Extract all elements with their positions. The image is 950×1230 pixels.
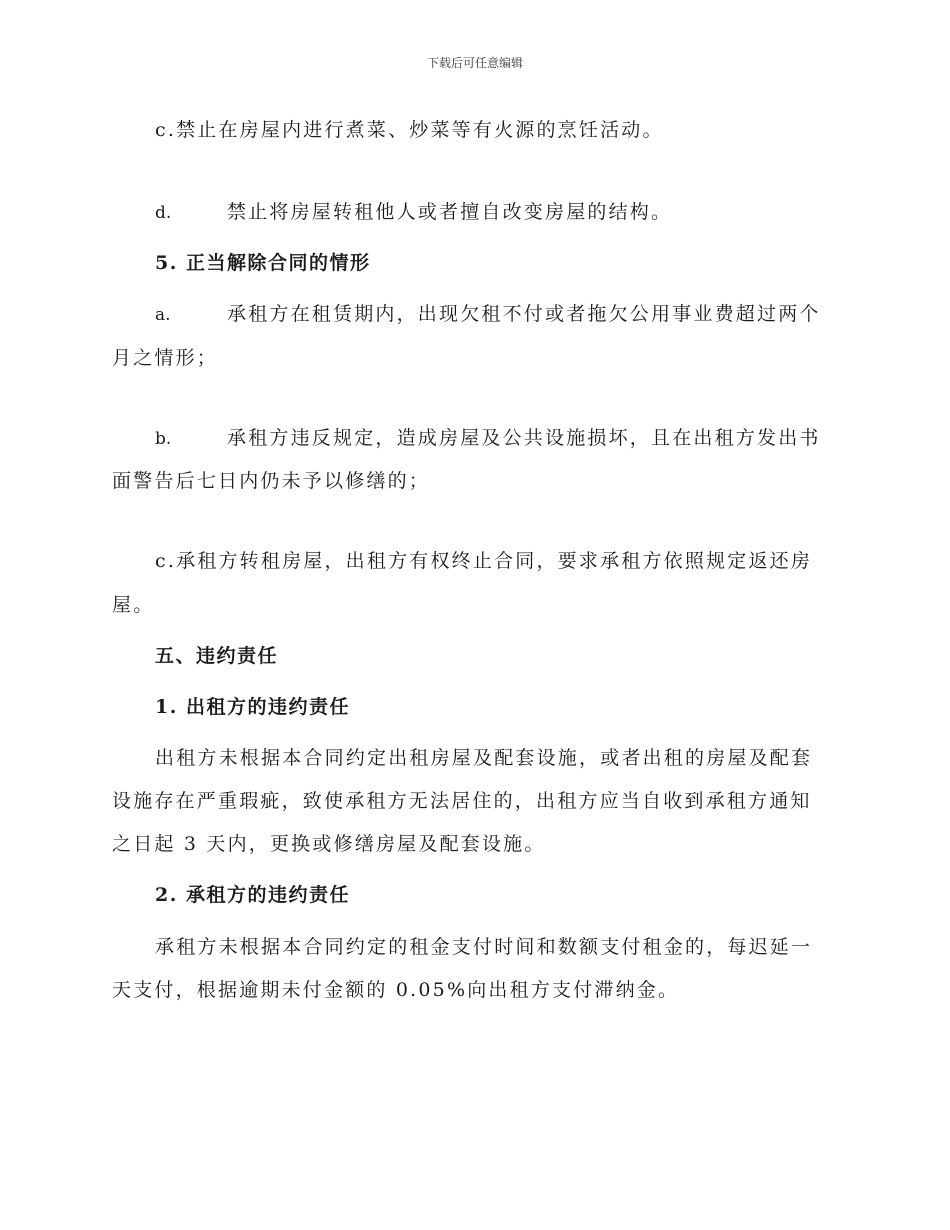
clause-c-sublet-cont: 屋。 [112, 594, 155, 616]
paragraph-2-line-2: 天支付，根据逾期未付金额的 0.05%向出租方支付滞纳金。 [112, 979, 680, 1001]
clause-b-cont: 面警告后七日内仍未予以修缮的； [112, 470, 431, 492]
paragraph-1-line-2: 设施存在严重瑕疵，致使承租方无法居住的，出租方应当自收到承租方通知 [112, 790, 812, 812]
clause-a-cont: 月之情形； [112, 347, 219, 369]
clause-c-cooking: c.禁止在房屋内进行煮菜、炒菜等有火源的烹饪活动。 [155, 119, 664, 141]
clause-b [155, 423, 821, 450]
clause-c-sublet: c.承租方转租房屋，出租方有权终止合同，要求承租方依照规定返还房 [155, 550, 813, 572]
clause-d-text: 禁止将房屋转租他人或者擅自改变房屋的结构。 [227, 201, 673, 223]
section-5-title: 5. 正当解除合同的情形 [155, 252, 371, 274]
clause-b-text: 承租方违反规定，造成房屋及公共设施损坏，且在出租方发出书 [227, 427, 821, 449]
clause-a-label: a. [155, 305, 171, 325]
clause-a-text: 承租方在租赁期内，出现欠租不付或者拖欠公用事业费超过两个 [227, 303, 821, 325]
subsection-2-title: 2. 承租方的违约责任 [155, 884, 350, 906]
page-header: 下载后可任意编辑 [426, 56, 523, 70]
clause-a [155, 299, 821, 326]
clause-b-label: b. [155, 429, 172, 449]
chapter-5-title: 五、违约责任 [155, 645, 279, 667]
clause-d-label: d. [155, 203, 172, 223]
paragraph-1-line-1: 出租方未根据本合同约定出租房屋及配套设施，或者出租的房屋及配套 [155, 747, 813, 769]
subsection-1-title: 1. 出租方的违约责任 [155, 696, 350, 718]
paragraph-2-line-1: 承租方未根据本合同约定的租金支付时间和数额支付租金的，每迟延一 [155, 936, 813, 958]
clause-d [155, 197, 672, 224]
paragraph-1-line-3: 之日起 3 天内，更换或修缮房屋及配套设施。 [112, 833, 546, 855]
